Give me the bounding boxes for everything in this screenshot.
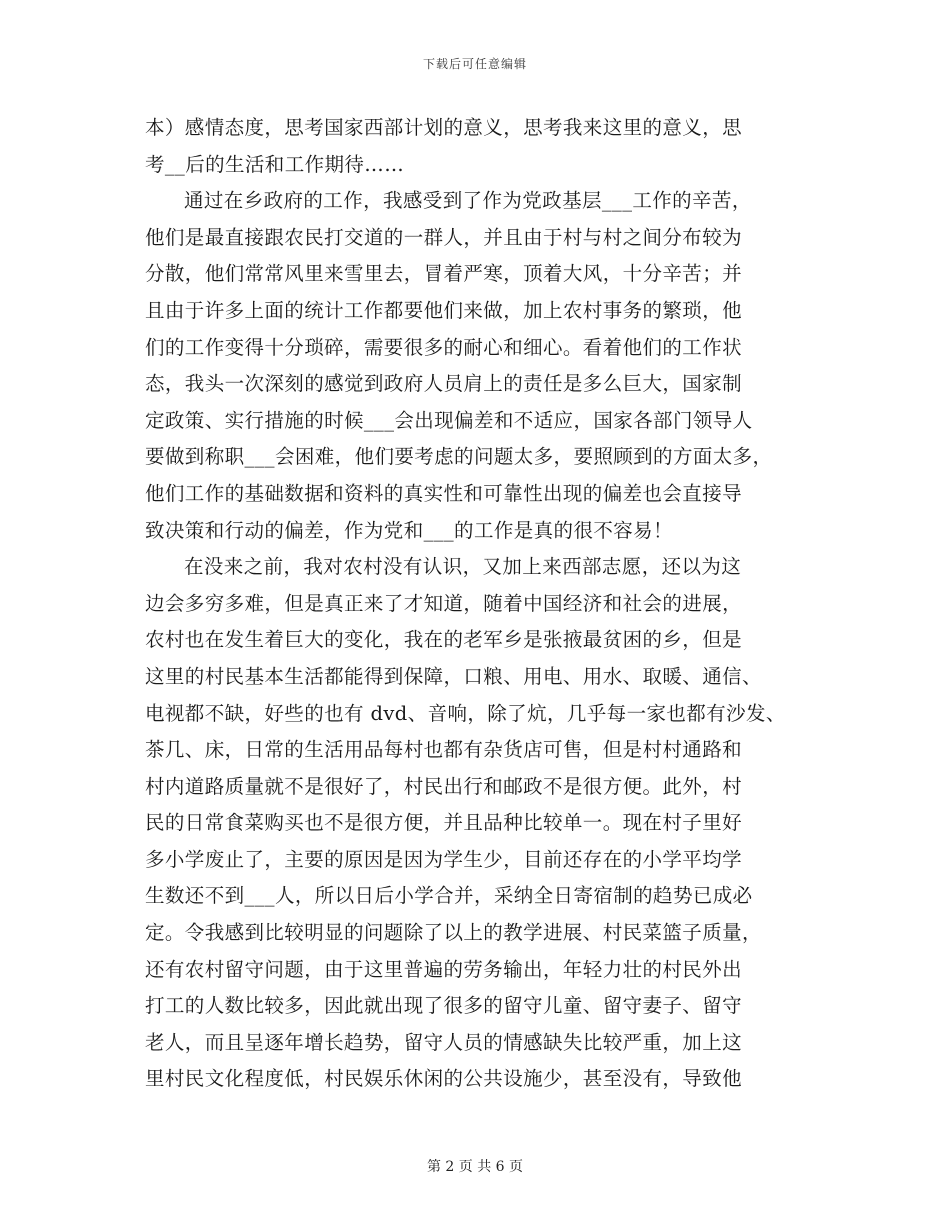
- text-line: 他们工作的基础数据和资料的真实性和可靠性出现的偏差也会直接导: [145, 481, 743, 505]
- text-line: 边会多穷多难，但是真正来了才知道，随着中国经济和社会的进展，: [145, 591, 743, 615]
- text-line: 且由于许多上面的统计工作都要他们来做，加上农村事务的繁琐，他: [145, 298, 743, 322]
- text-line: 他们是最直接跟农民打交道的一群人，并且由于村与村之间分布较为: [145, 225, 743, 249]
- text-line: 定政策、实行措施的时候___会出现偏差和不适应，国家各部门领导人: [145, 408, 753, 432]
- text-line: 生数还不到___人，所以日后小学合并，采纳全日寄宿制的趋势已成必: [145, 884, 753, 908]
- paragraph: [145, 183, 810, 549]
- text-line: 要做到称职___会困难，他们要考虑的问题太多，要照顾到的方面太多，: [145, 445, 773, 469]
- text-line: 打工的人数比较多，因此就出现了很多的留守儿童、留守妻子、留守: [145, 994, 743, 1018]
- page-header-note: 下载后可任意编辑: [422, 57, 527, 71]
- text-line: 民的日常食菜购买也不是很方便，并且品种比较单一。现在村子里好: [145, 811, 743, 835]
- text-line: 态，我头一次深刻的感觉到政府人员肩上的责任是多么巨大，国家制: [145, 372, 743, 396]
- paragraph: [145, 110, 810, 183]
- text-line: 通过在乡政府的工作，我感受到了作为党政基层___工作的辛苦，: [184, 189, 752, 213]
- text-line: 茶几、床，日常的生活用品每村也都有杂货店可售，但是村村通路和: [145, 738, 743, 762]
- document-body: [145, 110, 810, 1098]
- text-line: 们的工作变得十分琐碎，需要很多的耐心和细心。看着他们的工作状: [145, 335, 743, 359]
- text-line: 致决策和行动的偏差，作为党和___的工作是真的很不容易！: [145, 518, 673, 542]
- text-line: 这里的村民基本生活都能得到保障，口粮、用电、用水、取暖、通信、: [145, 664, 762, 688]
- text-line: 考__后的生活和工作期待……: [145, 152, 405, 176]
- text-line: 还有农村留守问题，由于这里普遍的劳务输出，年轻力壮的村民外出: [145, 957, 743, 981]
- text-line: 在没来之前，我对农村没有认识，又加上来西部志愿，还以为这: [184, 555, 742, 579]
- text-line: 多小学废止了，主要的原因是因为学生少，目前还存在的小学平均学: [145, 847, 743, 871]
- text-line: 农村也在发生着巨大的变化，我在的老军乡是张掖最贫困的乡，但是: [145, 628, 743, 652]
- text-line: 村内道路质量就不是很好了，村民出行和邮政不是很方便。此外，村: [145, 774, 743, 798]
- page-footer-number: 第 2 页 共 6 页: [426, 1159, 524, 1175]
- text-line: 本）感情态度，思考国家西部计划的意义，思考我来这里的意义，思: [145, 116, 743, 139]
- text-line: 老人，而且呈逐年增长趋势，留守人员的情感缺失比较严重，加上这: [145, 1030, 743, 1054]
- text-line: 电视都不缺，好些的也有 dvd、音响，除了炕，几乎每一家也都有沙发、: [145, 701, 786, 725]
- text-line: 里村民文化程度低，村民娱乐休闲的公共设施少，甚至没有，导致他: [145, 1067, 743, 1091]
- text-line: 定。令我感到比较明显的问题除了以上的教学进展、村民菜篮子质量，: [145, 921, 762, 945]
- paragraph: [145, 549, 810, 1098]
- text-line: 分散，他们常常风里来雪里去，冒着严寒，顶着大风，十分辛苦；并: [145, 262, 743, 286]
